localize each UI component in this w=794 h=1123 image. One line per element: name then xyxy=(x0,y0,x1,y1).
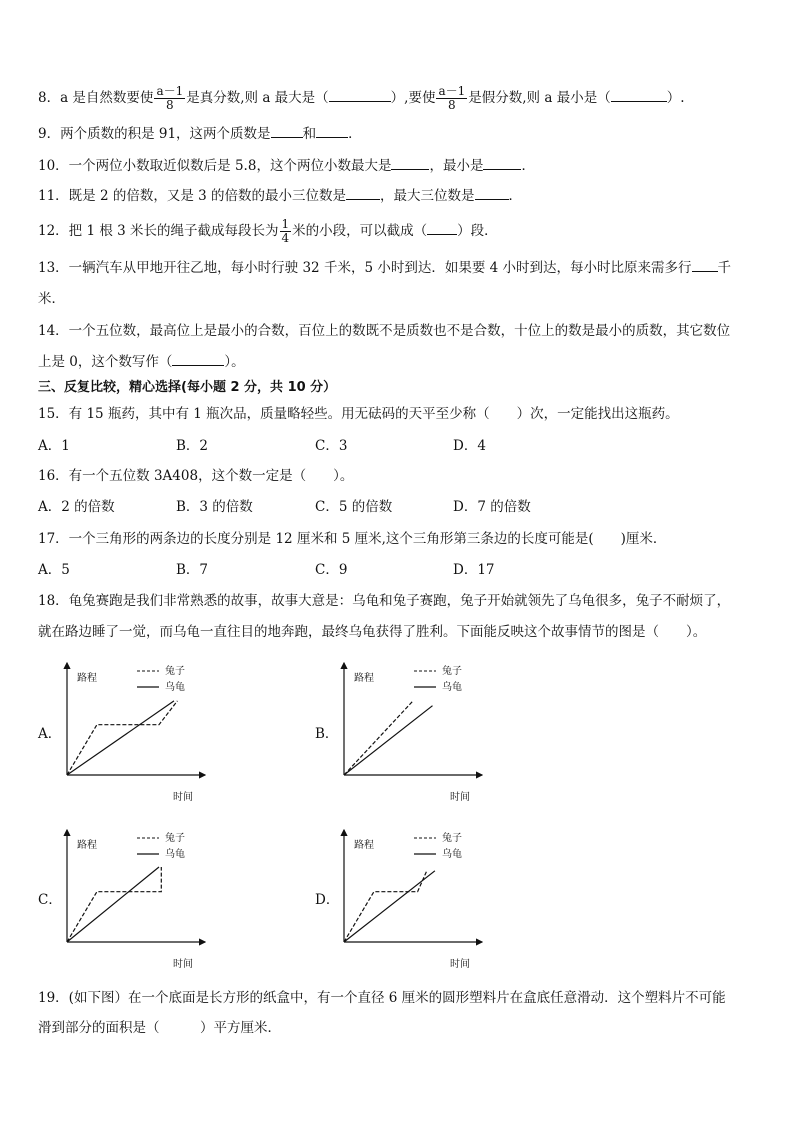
fraction-a-minus-1-over-8: $\frac{a-1}{8}$ xyxy=(438,84,466,112)
answer-blank[interactable] xyxy=(346,186,380,200)
answer-blank[interactable] xyxy=(611,88,667,102)
answer-blank[interactable] xyxy=(692,258,718,272)
answer-blank[interactable] xyxy=(271,124,303,138)
option-d[interactable]: D．17 xyxy=(453,562,495,578)
option-a[interactable]: A．5 xyxy=(38,562,70,578)
question-14: 14．一个五位数，最高位上是最小的合数，百位上的数既不是质数也不是合数，十位上的数是最小的质数，其它数位 xyxy=(38,323,731,339)
question-18: 18．龟兔赛跑是我们非常熟悉的故事，故事大意是：乌龟和兔子赛跑，兔子开始就领先了乌龟很多，兔子不耐烦了， xyxy=(38,593,731,609)
option-b[interactable]: B．3 的倍数 xyxy=(176,499,253,515)
graph-d[interactable] xyxy=(332,822,507,972)
question-10: 10．一个两位小数取近似数后是 5.8，这个两位小数最大是 ，最小是 ． xyxy=(38,158,535,174)
answer-blank[interactable] xyxy=(427,221,457,235)
legend-turtle-label: 乌龟 xyxy=(165,849,185,860)
graph-c[interactable] xyxy=(55,822,230,972)
option-d[interactable]: D．7 的倍数 xyxy=(453,499,531,515)
option-d[interactable]: D．4 xyxy=(453,438,486,454)
question-18-cont: 就在路边睡了一觉，而乌龟一直往目的地奔跑，最终乌龟获得了胜利。下面能反映这个故事情节的图是（ ）。 xyxy=(38,624,707,640)
question-12: 12．把 1 根 3 米长的绳子截成每段长为 $\frac{1}{4}$ 米的小段，可以截成（ ）段． xyxy=(38,217,498,245)
graph-option-a-label[interactable]: A． xyxy=(38,726,62,742)
question-8: 8．a 是自然数要使 $\frac{a-1}{8}$ 是真分数,则 a 最大是（ ）,要使 $\frac{a-1}{8}$ 是假分数,则 a 最小是（ ）. xyxy=(38,84,685,112)
question-16: 16．有一个五位数 3A408，这个数一定是（ ）。 xyxy=(38,468,354,484)
graph-option-d-label[interactable]: D． xyxy=(315,892,340,908)
turtle-series-line xyxy=(67,867,159,942)
turtle-series-line xyxy=(67,701,174,775)
option-c[interactable]: C．9 xyxy=(315,562,348,578)
answer-blank[interactable] xyxy=(316,124,348,138)
answer-blank[interactable] xyxy=(172,352,224,366)
option-c[interactable]: C．3 xyxy=(315,438,348,454)
y-axis-label: 路程 xyxy=(354,840,374,851)
answer-blank[interactable] xyxy=(391,156,429,170)
section-heading: 三、反复比较，精心选择(每小题 2 分，共 10 分） xyxy=(38,380,337,395)
option-a[interactable]: A．2 的倍数 xyxy=(38,499,115,515)
question-9: 9．两个质数的积是 91，这两个质数是 和 ． xyxy=(38,126,362,142)
question-13: 13．一辆汽车从甲地开往乙地，每小时行驶 32 千米，5 小时到达．如果要 4 小时到达，每小时比原来需多行 千 xyxy=(38,260,731,276)
answer-blank[interactable] xyxy=(475,186,509,200)
x-axis-label: 时间 xyxy=(173,792,193,803)
x-axis-label: 时间 xyxy=(173,959,193,970)
option-b[interactable]: B．2 xyxy=(176,438,209,454)
answer-blank[interactable] xyxy=(483,156,521,170)
question-19: 19．(如下图）在一个底面是长方形的纸盒中，有一个直径 6 厘米的圆形塑料片在盒底任意滑动．这个塑料片不可能 xyxy=(38,990,726,1006)
graph-b[interactable] xyxy=(332,655,507,805)
question-17: 17．一个三角形的两条边的长度分别是 12 厘米和 5 厘米,这个三角形第三条边的长度可能是( )厘米． xyxy=(38,531,667,547)
question-19-cont: 滑到部分的面积是（ ）平方厘米． xyxy=(38,1020,281,1036)
question-15: 15．有 15 瓶药，其中有 1 瓶次品，质量略轻些。用无砝码的天平至少称（ ）次，一定能找出这瓶药。 xyxy=(38,406,679,422)
option-a[interactable]: A．1 xyxy=(38,438,70,454)
rabbit-series-line xyxy=(344,701,413,775)
fraction-a-minus-1-over-8: $\frac{a-1}{8}$ xyxy=(156,84,184,112)
question-14-cont: 上是 0，这个数写作（ ）。 xyxy=(38,354,245,370)
question-11: 11．既是 2 的倍数，又是 3 的倍数的最小三位数是 ，最大三位数是 ． xyxy=(38,188,523,204)
turtle-series-line xyxy=(344,706,433,775)
legend-turtle-label: 乌龟 xyxy=(442,682,462,693)
y-axis-label: 路程 xyxy=(77,673,97,684)
legend-turtle-label: 乌龟 xyxy=(442,849,462,860)
rabbit-series-line xyxy=(344,871,427,942)
graph-a[interactable] xyxy=(55,655,230,805)
legend-rabbit-label: 兔子 xyxy=(165,666,185,677)
option-b[interactable]: B．7 xyxy=(176,562,209,578)
legend-rabbit-label: 兔子 xyxy=(442,833,462,844)
fraction-one-quarter: $\frac{1}{4}$ xyxy=(281,217,290,245)
graph-option-b-label[interactable]: B． xyxy=(315,726,339,742)
legend-turtle-label: 乌龟 xyxy=(165,682,185,693)
y-axis-label: 路程 xyxy=(354,673,374,684)
x-axis-label: 时间 xyxy=(450,959,470,970)
answer-blank[interactable] xyxy=(329,88,391,102)
legend-rabbit-label: 兔子 xyxy=(165,833,185,844)
y-axis-label: 路程 xyxy=(77,840,97,851)
graph-option-c-label[interactable]: C． xyxy=(38,892,62,908)
question-13-cont: 米． xyxy=(38,291,65,307)
option-c[interactable]: C．5 的倍数 xyxy=(315,499,393,515)
turtle-series-line xyxy=(344,871,435,942)
legend-rabbit-label: 兔子 xyxy=(442,666,462,677)
x-axis-label: 时间 xyxy=(450,792,470,803)
